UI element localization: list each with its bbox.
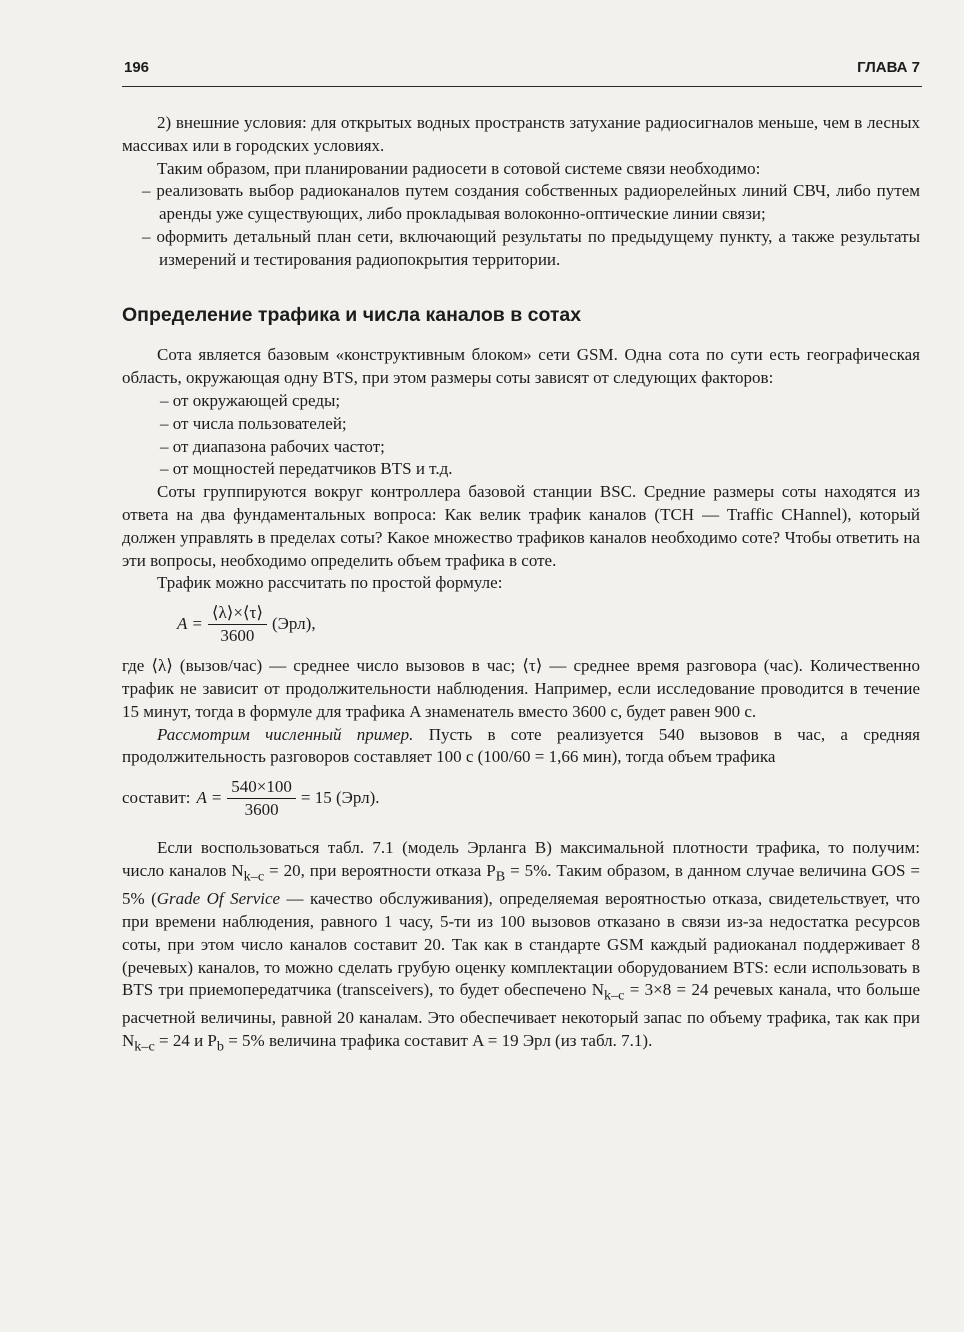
formula-fraction	[208, 602, 267, 647]
traffic-formula	[122, 597, 920, 651]
intro-list-item-1: – реализовать выбор радиоканалов путем создания собственных радиорелейных линий СВЧ, либо путем аренды уже существующих, либо прокладывая волоконно-оптические линии связи;	[142, 181, 920, 224]
formula-unit: (Эрл),	[272, 613, 316, 633]
section-paragraph-5	[122, 724, 920, 770]
example-lead: Рассмотрим численный пример.	[157, 724, 414, 744]
section-paragraph-1: Сота является базовым «конструктивным блоком» сети GSM. Одна сота по сути есть географическая область, окружающая одну BTS, при этом размеры соты зависят от следующих факторов:	[122, 345, 920, 388]
section-paragraph-4: где ⟨λ⟩ (вызов/час) — среднее число вызовов в час; ⟨τ⟩ — среднее время разговора (час). Количественно трафик не зависит от продолжительности наблюдения. Например, если исследование проводится в течение 15 минут, тогда в формуле для трафика A знаменатель вместо 3600 с, будет равен 900 с.	[122, 656, 920, 721]
p6-text-g: = 5% величина трафика составит A = 19 Эрл (из табл. 7.1).	[223, 1031, 653, 1051]
example-formula-prefix: составит:	[122, 787, 191, 807]
intro-paragraph-1: 2) внешние условия: для открытых водных пространств затухание радиосигналов меньше, чем в лесных массивах или в городских условиях.	[122, 113, 920, 155]
formula-denominator: 3600	[220, 625, 255, 645]
intro-list-item-2: – оформить детальный план сети, включающий результаты по предыдущему пункту, а также результаты измерений и тестирования радиопокрытия территории.	[142, 226, 920, 269]
example-formula	[122, 771, 920, 825]
p6-text-d: — качество обслуживания), определяемая вероятностью отказа, свидетельствует, что при времени наблюдения, равного 1 часу, 5-ти из 100 вызовов отказано в связи из-за недостатка ресурсов соты, при этом число каналов составит 20. Так как в стандарте GSM каждый радиоканал поддерживает 8 (речевых) каналов, то можно сделать грубую оценку комплектации оборудованием BTS: если использовать в BTS три приемопередатчика (transceivers), то будет обеспечено N	[122, 889, 920, 1000]
p6-sub-5: b	[216, 1038, 224, 1055]
example-formula-result: = 15 (Эрл).	[300, 787, 380, 807]
p6-gos-term: Grade Of Service	[156, 889, 281, 909]
example-text: Пусть в соте реализуется 540 вызовов в час, а средняя продолжительность разговоров составляет 100 с (100/60 = 1,66 мин), тогда объем трафика	[122, 724, 920, 767]
p6-sub-1: k–c	[243, 868, 265, 885]
page-content	[122, 112, 920, 1058]
p6-sub-2: B	[495, 868, 506, 885]
page-number: 196	[124, 59, 150, 76]
factor-item-2: – от числа пользователей;	[160, 413, 347, 433]
p6-text-b: = 20, при вероятности отказа P	[264, 860, 496, 880]
p6-text-e: = 3×8 = 24 речевых канала, что больше расчетной величины, равной 20 каналам. Это обеспечивает некоторый запас по объему трафика, так как при N	[122, 980, 920, 1051]
factor-item-3: – от диапазона рабочих частот;	[160, 436, 385, 456]
example-formula-numerator: 540×100	[227, 776, 296, 799]
formula-numerator: ⟨λ⟩×⟨τ⟩	[208, 602, 267, 625]
factor-item-4: – от мощностей передатчиков BTS и т.д.	[160, 459, 453, 479]
chapter-label: ГЛАВА 7	[857, 59, 920, 76]
page-header	[122, 56, 922, 87]
section-heading: Определение трафика и числа каналов в сотах	[122, 303, 582, 326]
example-formula-denominator: 3600	[244, 799, 279, 819]
formula-lhs: A =	[177, 613, 203, 633]
p6-text-c: = 5%. Таким образом, в данном случае величина GOS = 5% (	[122, 860, 920, 909]
section-paragraph-3: Трафик можно рассчитать по простой формуле:	[157, 573, 503, 593]
factor-item-1: – от окружающей среды;	[160, 390, 341, 410]
p6-text-a: Если воспользоваться табл. 7.1 (модель Эрланга B) максимальной плотности трафика, то получим: число каналов N	[122, 838, 920, 880]
p6-sub-4: k–c	[134, 1038, 155, 1055]
intro-paragraph-2: Таким образом, при планировании радиосети в сотовой системе связи необходимо:	[157, 158, 761, 178]
p6-sub-3: k–c	[604, 987, 625, 1004]
section-paragraph-2: Соты группируются вокруг контроллера базовой станции BSC. Средние размеры соты находятся из ответа на два фундаментальных вопроса: Как велик трафик каналов (TCH — Traffic CHannel), который должен управлять в пределах соты? Какое множество трафиков каналов необходимо соте? Чтобы ответить на эти вопросы, необходимо определить объем трафика в соте.	[122, 482, 920, 570]
section-paragraph-6	[122, 837, 920, 1058]
example-formula-fraction	[227, 776, 296, 821]
p6-text-f: = 24 и P	[154, 1031, 217, 1051]
example-formula-lhs: A =	[196, 787, 223, 807]
